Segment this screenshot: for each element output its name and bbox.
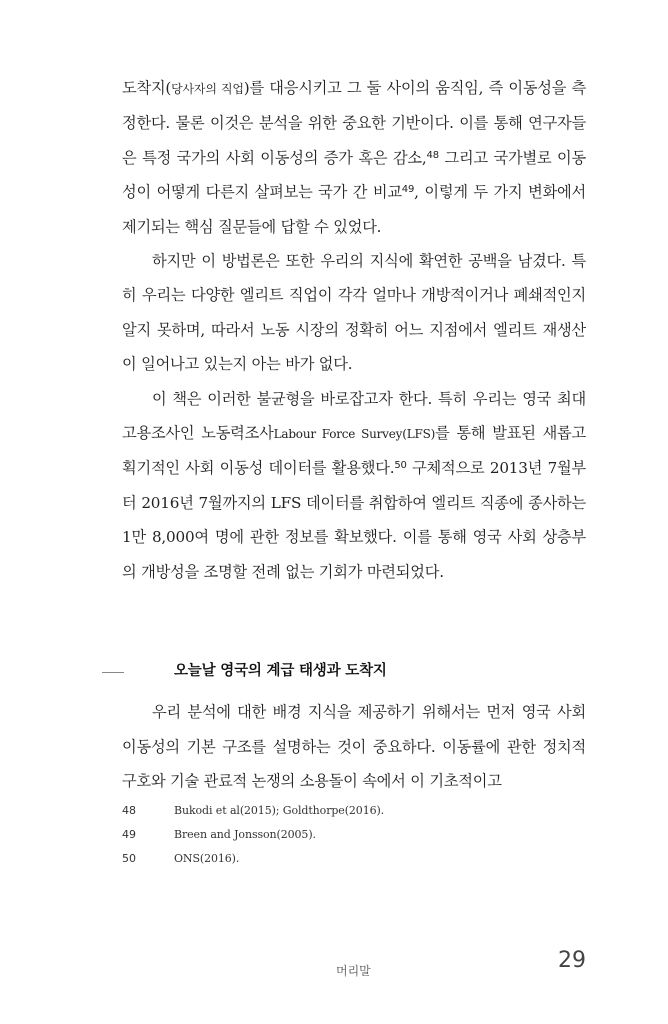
paragraph-2: 하지만 이 방법론은 또한 우리의 지식에 확연한 공백을 남겼다. 특히 우리는 다양한 엘리트 직업이 각각 얼마나 개방적이거나 폐쇄적인지 알지 못하며, 따라서 노동 시장의 정확히 어느 지점에서 엘리트 재생산이 일어나고 있는지 아는 바가 없다. (122, 252, 586, 374)
paragraph-1 (122, 71, 586, 244)
footnotes (122, 804, 586, 876)
text-run: 를 통해 발표된 새롭고 획기적인 사회 이동성 데이터를 활용했다. (122, 424, 586, 478)
section-gap (122, 589, 586, 653)
paragraph-4: 우리 분석에 대한 배경 지식을 제공하기 위해서는 먼저 영국 사회 이동성의 기본 구조를 설명하는 것이 중요하다. 이동률에 관한 정치적 구호와 기술 관료적 논쟁의 소용돌이 속에서 이 기초적이고 (122, 703, 586, 790)
text-run: 이 책은 이러한 불균형을 바로잡고자 한다. 특히 우리는 영국 최대 고용조사인 노동력조사 (122, 389, 586, 443)
footnote-text: Breen and Jonsson(2005). (174, 828, 316, 841)
footnote-item (122, 828, 586, 852)
text-run-small: Labour Force Survey(LFS) (273, 427, 436, 442)
footnote-text: ONS(2016). (174, 852, 240, 865)
footnote-text: Bukodi et al(2015); Goldthorpe(2016). (174, 804, 385, 817)
text-run: 그리고 국가별로 이동성이 어떻게 다른지 살펴보는 국가 간 비교 (122, 148, 586, 202)
footnote-ref-50[interactable]: 50 (394, 460, 407, 472)
text-run: )를 대응시키고 그 둘 사이의 움직임, 즉 이동성을 측정한다. 물론 이것은 분석을 위한 중요한 기반이다. 이를 통해 연구자들은 특정 국가의 사회 이동성의 증가 혹은 감소, (122, 79, 587, 167)
footnote-number: 48 (122, 804, 136, 817)
footnote-item (122, 852, 586, 876)
section-heading: 오늘날 영국의 계급 태생과 도착지 (174, 663, 387, 680)
paragraph-3 (122, 382, 586, 589)
text-run: , 이렇게 두 가지 변화에서 제기되는 핵심 질문들에 답할 수 있었다. (122, 183, 586, 236)
main-text (122, 71, 586, 798)
running-head: 머리말 (336, 964, 371, 978)
heading-rule (102, 672, 124, 673)
footnote-number: 50 (122, 852, 136, 865)
footnote-item (122, 804, 586, 828)
text-run: 도착지( (122, 79, 172, 97)
text-run: 구체적으로 2013년 7월부터 2016년 7월까지의 LFS 데이터를 취합하여 엘리트 직종에 종사하는 1만 8,000여 명에 관한 정보를 확보했다. 이를 통해 영국 사회 상층부의 개방성을 조명할 전례 없는 기회가 마련되었다. (122, 459, 586, 581)
page-number: 29 (558, 948, 586, 973)
footnote-number: 49 (122, 828, 136, 841)
section-heading-row (122, 653, 586, 695)
footnote-ref-48[interactable]: 48 (426, 149, 439, 161)
footnote-ref-49[interactable]: 49 (401, 184, 415, 196)
text-run-small: 당사자의 직업 (171, 82, 244, 96)
